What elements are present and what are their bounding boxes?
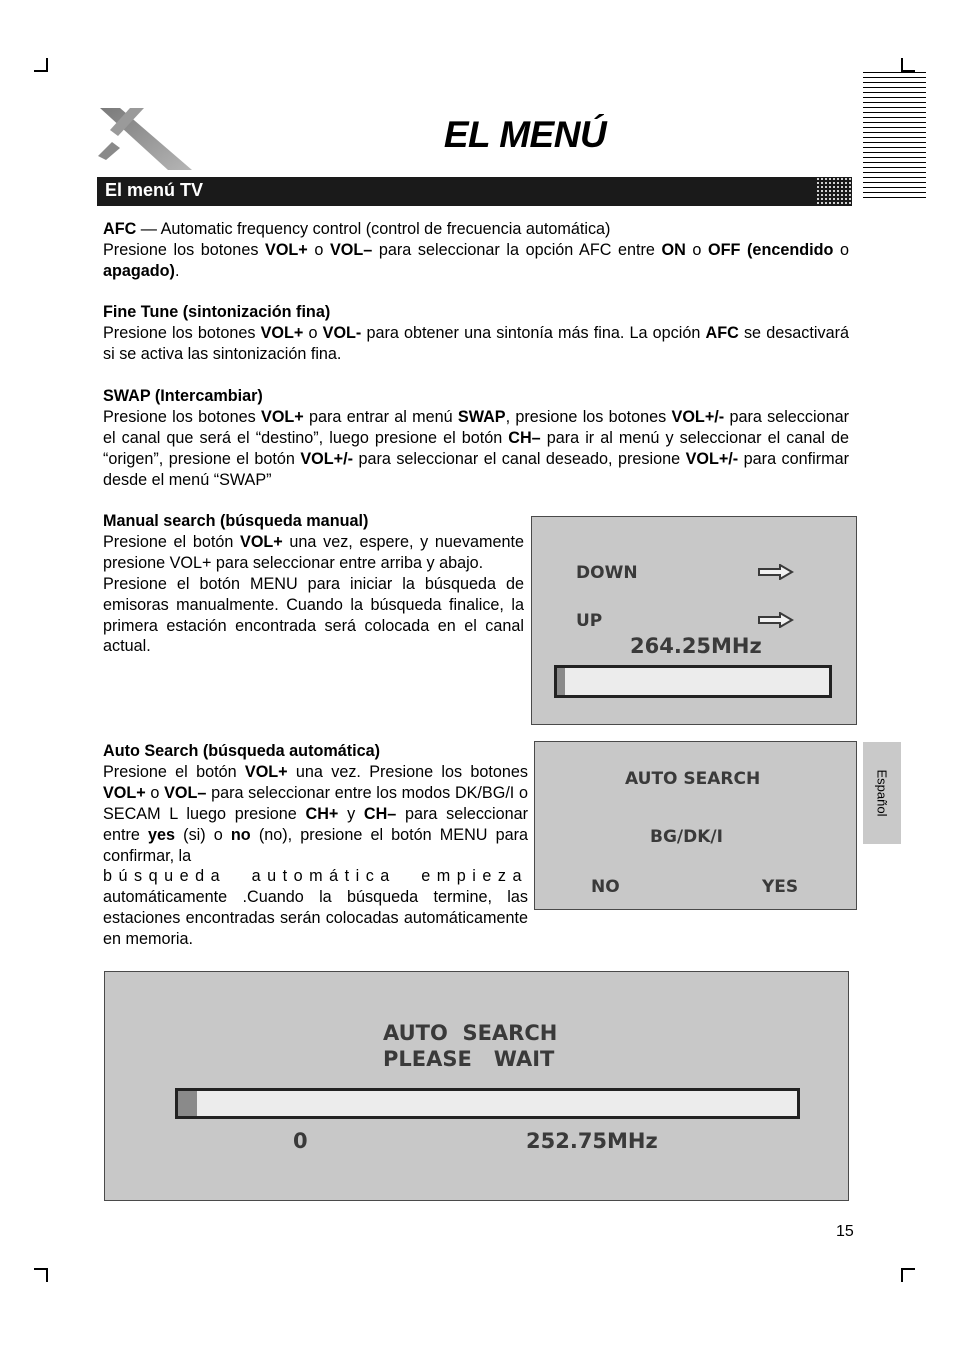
section-header <box>97 177 852 206</box>
swap-heading: SWAP (Intercambiar) <box>103 387 263 405</box>
auto-search-heading: Auto Search (búsqueda automática) <box>103 742 381 760</box>
language-tab <box>863 742 901 844</box>
afc-label: AFC <box>103 220 137 238</box>
fine-tune-body: Presione los botones VOL+ o VOL- para obtener una sintonía más fina. La opción AFC se desactivará si se activa las sintonización fina. <box>103 323 849 363</box>
page-number: 15 <box>836 1223 854 1240</box>
crop-mark-bottom-left <box>34 1268 48 1282</box>
auto-progress-bar <box>175 1088 800 1119</box>
fine-tune-section <box>103 302 849 365</box>
auto-search-spaced-line: búsqueda automática empieza <box>103 867 528 886</box>
yes-option: YES <box>762 877 799 897</box>
afc-section <box>103 219 849 282</box>
swap-body: Presione los botones VOL+ para entrar al menú SWAP, presione los botones VOL+/- para seleccionar el canal que será el “destino”, luego presione el botón CH– para ir al menú y seleccionar el canal de “origen”, presione el botón VOL+/- para seleccionar el canal deseado, presione VOL+/- para confirmar desde el menú “SWAP” <box>103 407 850 489</box>
manual-search-section <box>103 511 524 657</box>
frequency-readout: 264.25MHz <box>630 634 762 658</box>
manual-search-screen <box>531 516 857 725</box>
page-title: EL MENÚ <box>443 114 607 155</box>
down-arrow-icon <box>758 564 794 580</box>
swap-section <box>103 386 849 491</box>
up-label: UP <box>576 611 603 631</box>
auto-search-body-1: Presione el botón VOL+ una vez. Presione los botones VOL+ o VOL– para seleccionar entre los modos DK/BG/I o SECAM L luego presione CH+ y CH– para seleccionar entre yes (si) o no (no), presione el botón MENU para confirmar, la <box>103 762 528 865</box>
afc-description: — Automatic frequency control (control de frecuencia automática) <box>136 220 611 238</box>
language-tab-label: Español <box>874 769 890 817</box>
manual-search-heading: Manual search (búsqueda manual) <box>103 512 369 530</box>
dot-pattern <box>816 177 852 206</box>
fine-tune-heading: Fine Tune (sintonización fina) <box>103 303 331 321</box>
crop-mark-top-left <box>34 58 48 72</box>
auto-search-label: AUTO SEARCH <box>625 769 761 789</box>
down-label: DOWN <box>576 563 638 583</box>
section-title: El menú TV <box>105 180 204 200</box>
auto-search-section <box>103 741 528 950</box>
auto-search-status-line1: AUTO SEARCH <box>383 1021 558 1045</box>
manual-progress-fill <box>557 668 565 695</box>
auto-progress-fill <box>178 1091 197 1116</box>
channel-count: 0 <box>293 1129 308 1153</box>
no-option: NO <box>591 877 620 897</box>
manual-search-body-1: Presione el botón VOL+ una vez, espere, y nuevamente presione VOL+ para seleccionar entre arriba y abajo. <box>103 532 524 572</box>
auto-search-body-2: automáticamente .Cuando la búsqueda termine, las estaciones encontradas serán colocadas automáticamente en memoria. <box>103 888 528 949</box>
auto-search-progress-screen <box>104 971 849 1201</box>
manual-search-body-2: Presione el botón MENU para iniciar la búsqueda de emisoras manualmente. Cuando la búsqueda finalice, la primera estación encontrada será colocada en el canal actual. <box>103 574 524 656</box>
manual-progress-bar <box>554 665 832 698</box>
tv-system-label: BG/DK/I <box>650 827 723 847</box>
crop-mark-bottom-right <box>901 1268 915 1282</box>
scan-frequency: 252.75MHz <box>526 1129 658 1153</box>
afc-title-line <box>103 219 849 240</box>
afc-body: Presione los botones VOL+ o VOL– para seleccionar la opción AFC entre ON o OFF (encendido o apagado). <box>103 240 850 280</box>
auto-search-screen <box>534 741 857 910</box>
crop-mark-top-right <box>901 58 915 72</box>
auto-search-status-line2: PLEASE WAIT <box>383 1047 555 1071</box>
up-arrow-icon <box>758 612 794 628</box>
